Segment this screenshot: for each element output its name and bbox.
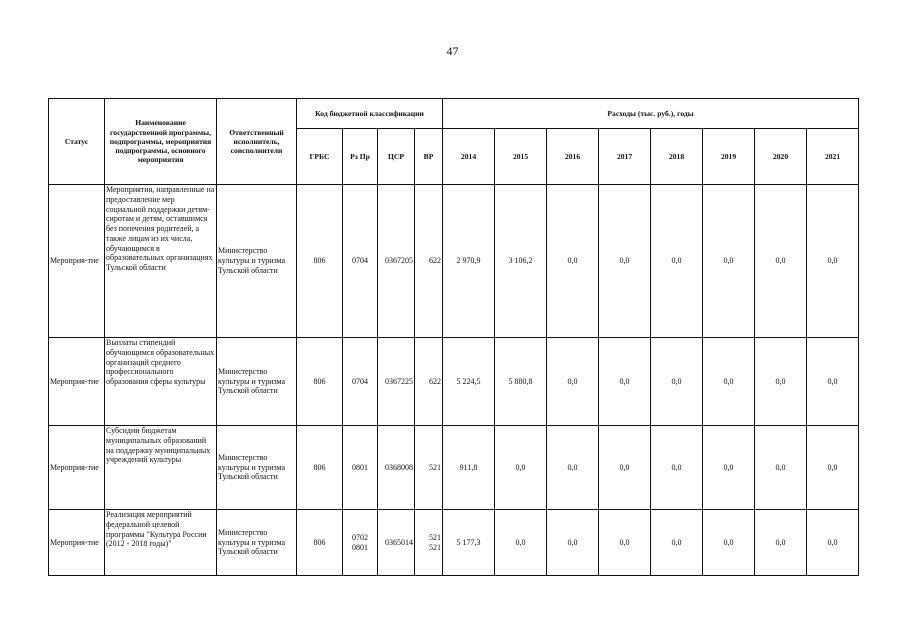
row-value-2015: 0,0 — [495, 510, 547, 576]
header-year-2021: 2021 — [807, 129, 859, 185]
row-status: Мероприя-тие — [49, 426, 105, 510]
table-row — [49, 426, 859, 510]
row-rzpr: 0801 — [343, 426, 378, 510]
row-value-2017: 0,0 — [599, 185, 651, 338]
row-value-2016: 0,0 — [547, 510, 599, 576]
row-name: Субсидии бюджетам муниципальных образований на поддержку муниципальных учреждений культуры — [105, 426, 217, 510]
row-status: Мероприя-тие — [49, 510, 105, 576]
row-csr: 0368008 — [378, 426, 415, 510]
header-expenses: Расходы (тыс. руб.), годы — [443, 99, 859, 129]
row-value-2018: 0,0 — [651, 185, 703, 338]
row-rzpr-line: 0702 — [352, 532, 368, 542]
row-value-2014: 5 177,3 — [443, 510, 495, 576]
row-value-2015: 3 106,2 — [495, 185, 547, 338]
row-executor: Министерство культуры и туризма Тульской области — [217, 185, 297, 338]
table-row — [49, 338, 859, 426]
row-value-2020: 0,0 — [755, 510, 807, 576]
row-value-2017: 0,0 — [599, 426, 651, 510]
row-executor: Министерство культуры и туризма Тульской области — [217, 426, 297, 510]
row-rzpr: 0704 — [343, 185, 378, 338]
row-name: Реализация мероприятий федеральной целевой программы "Культура России (2012 - 2018 годы)" — [105, 510, 217, 576]
row-value-2015: 0,0 — [495, 426, 547, 510]
row-value-2019: 0,0 — [703, 426, 755, 510]
header-year-2017: 2017 — [599, 129, 651, 185]
row-value-2018: 0,0 — [651, 426, 703, 510]
header-csr: ЦСР — [378, 129, 415, 185]
row-csr: 0367205 — [378, 185, 415, 338]
row-grbs: 806 — [297, 426, 343, 510]
row-value-2016: 0,0 — [547, 426, 599, 510]
row-value-2018: 0,0 — [651, 510, 703, 576]
row-csr: 0367225 — [378, 338, 415, 426]
row-value-2014: 5 224,5 — [443, 338, 495, 426]
row-value-2021: 0,0 — [807, 510, 859, 576]
row-vr-line: 521 — [429, 532, 442, 542]
row-vr: 521 — [415, 426, 443, 510]
header-year-2015: 2015 — [495, 129, 547, 185]
row-rzpr: 0704 — [343, 338, 378, 426]
row-csr: 0365014 — [378, 510, 415, 576]
row-rzpr — [343, 510, 378, 576]
row-vr: 622 — [415, 185, 443, 338]
row-value-2020: 0,0 — [755, 185, 807, 338]
row-value-2021: 0,0 — [807, 338, 859, 426]
row-value-2015: 5 880,8 — [495, 338, 547, 426]
header-year-2020: 2020 — [755, 129, 807, 185]
row-value-2021: 0,0 — [807, 185, 859, 338]
header-year-2014: 2014 — [443, 129, 495, 185]
header-budget-code: Код бюджетной классификации — [297, 99, 443, 129]
row-vr: 622 — [415, 338, 443, 426]
header-executor: Ответственный исполнитель, соисполнители — [217, 99, 297, 185]
row-value-2014: 911,8 — [443, 426, 495, 510]
row-grbs: 806 — [297, 185, 343, 338]
header-grbs: ГРБС — [297, 129, 343, 185]
header-year-2018: 2018 — [651, 129, 703, 185]
header-status: Статус — [49, 99, 105, 185]
header-year-2016: 2016 — [547, 129, 599, 185]
header-rzpr: Рз Пр — [343, 129, 378, 185]
table-row — [49, 185, 859, 338]
row-rzpr-line: 0801 — [352, 542, 368, 552]
row-value-2016: 0,0 — [547, 338, 599, 426]
row-value-2017: 0,0 — [599, 510, 651, 576]
row-vr — [415, 510, 443, 576]
row-executor: Министерство культуры и туризма Тульской области — [217, 338, 297, 426]
header-vr: ВР — [415, 129, 443, 185]
row-status: Мероприя-тие — [49, 185, 105, 338]
row-executor: Министерство культуры и туризма Тульской области — [217, 510, 297, 576]
row-vr-line: 521 — [429, 542, 442, 552]
row-value-2021: 0,0 — [807, 426, 859, 510]
row-name: Выплаты стипендий обучающимся образовательных организаций среднего профессионального образования сферы культуры — [105, 338, 217, 426]
row-value-2019: 0,0 — [703, 338, 755, 426]
row-value-2020: 0,0 — [755, 338, 807, 426]
row-value-2014: 2 970,9 — [443, 185, 495, 338]
header-row-top — [49, 99, 859, 129]
header-year-2019: 2019 — [703, 129, 755, 185]
row-grbs: 806 — [297, 338, 343, 426]
row-value-2017: 0,0 — [599, 338, 651, 426]
row-value-2018: 0,0 — [651, 338, 703, 426]
budget-table — [48, 98, 859, 576]
row-status: Мероприя-тие — [49, 338, 105, 426]
row-value-2019: 0,0 — [703, 510, 755, 576]
header-name: Наименование государственной программы, подпрограммы, мероприятия подпрограммы, основного мероприятия — [105, 99, 217, 185]
row-name: Мероприятия, направленные на предоставление мер социальной поддержки детям-сиротам и детям, оставшимся без попечения родителей, а также лицам из их числа, обучающимся в образовательных организациях Тульской области — [105, 185, 217, 338]
table-row — [49, 510, 859, 576]
row-grbs: 806 — [297, 510, 343, 576]
page-number: 47 — [446, 44, 459, 58]
row-value-2019: 0,0 — [703, 185, 755, 338]
row-value-2016: 0,0 — [547, 185, 599, 338]
row-value-2020: 0,0 — [755, 426, 807, 510]
